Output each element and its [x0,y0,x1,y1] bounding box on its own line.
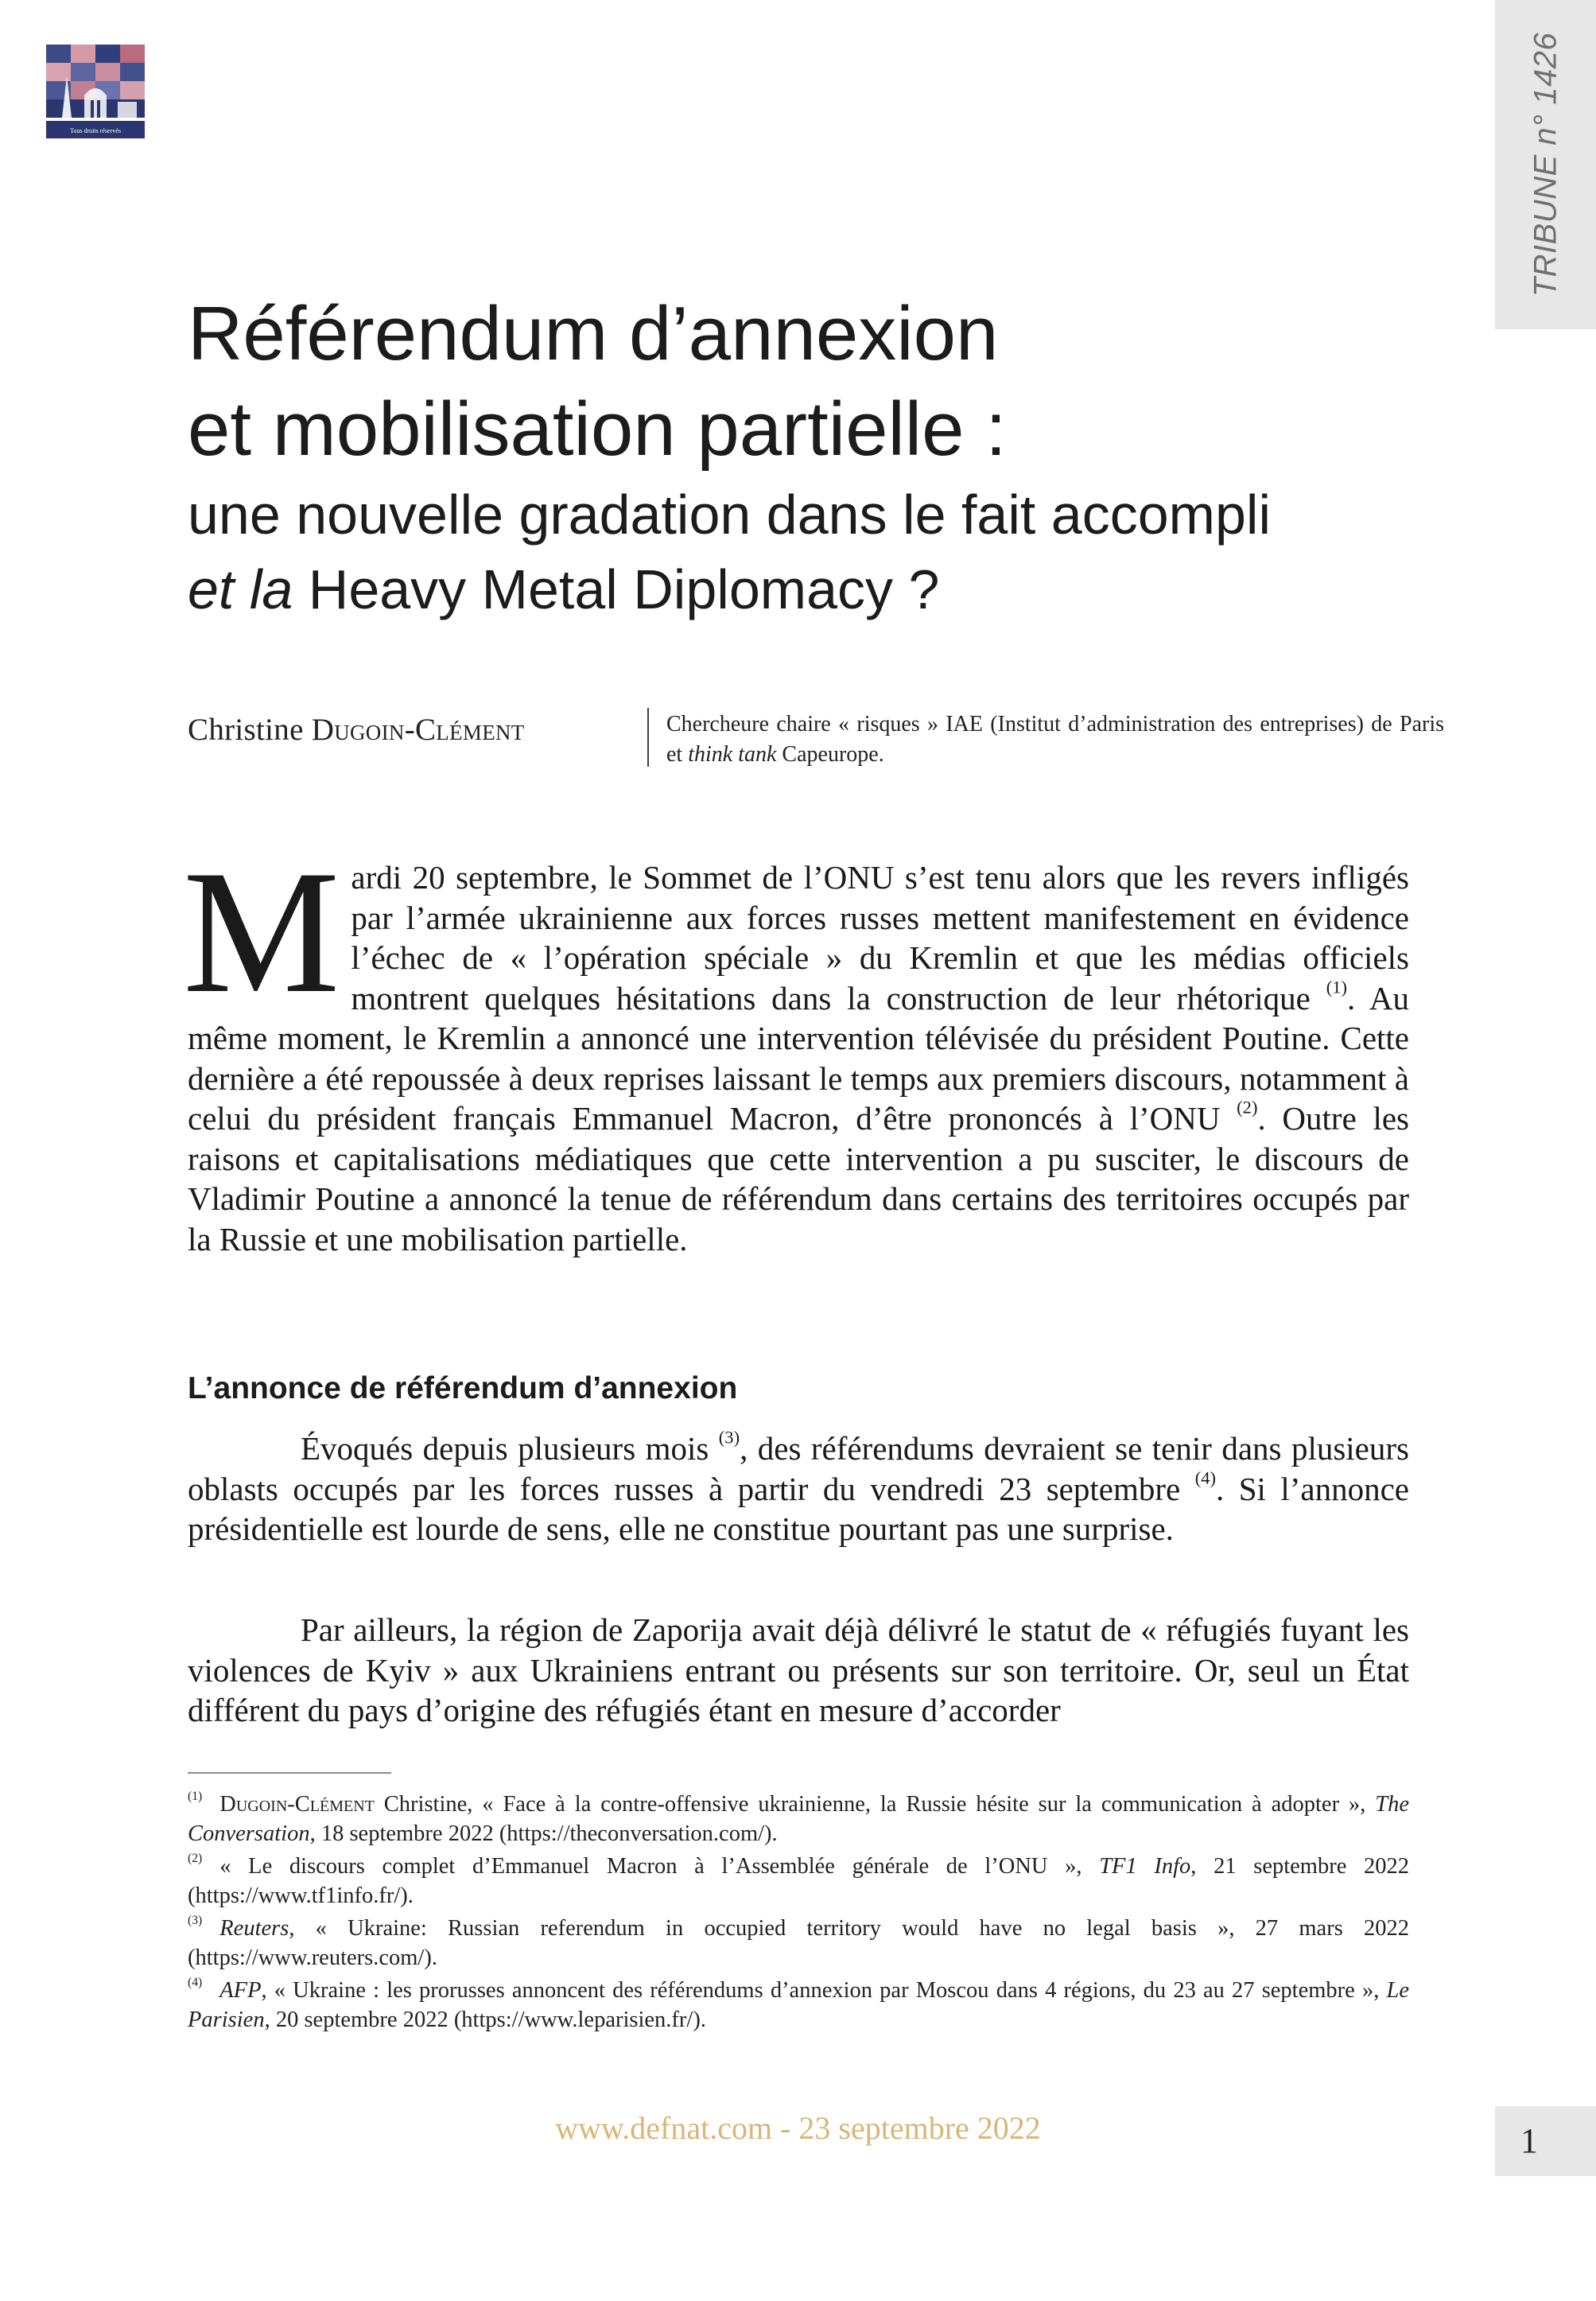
footnote-source: Reuters [219,1916,289,1941]
publication-logo [46,45,145,140]
footnote-number: (2) [188,1851,203,1865]
footnote-ref[interactable]: (4) [1194,1467,1216,1488]
body-paragraph: Par ailleurs, la région de Zaporija avait déjà délivré le statut de « réfugiés fuyant les violences de Kyiv » aux Ukrainiens entrant ou présents sur son territoire. Or, seul un État différent du pays d’origine des réfugiés étant en mesure d’accorder [188,1611,1409,1728]
footnote-text: « Le discours complet d’Emmanuel Macron à l’Assemblée générale de l’ONU », [219,1854,1100,1879]
paragraph-text: , des référendums devraient se tenir dans plusieurs oblasts occupés par les forces russes à partir du vendredi 23 septembre [188,1430,1409,1507]
footnote-text: , « Ukraine : les prorusses annoncent des référendums d’annexion par Moscou dans 4 régions, du 23 au 27 septembre », [261,1978,1387,2003]
page-number: 1 [1520,2121,1538,2160]
footnote-source: The Conversation [188,1792,1409,1846]
author-affiliation [666,709,1444,770]
footnote-item [188,1852,1409,1910]
footnote-author: Dugoin-Clément [219,1792,375,1817]
paragraph-text: . Si l’annonce présidentielle est lourde de sens, elle ne constitue pourtant pas une surprise. [188,1470,1409,1547]
tribune-tab [1495,0,1596,329]
footnote-text: Christine, « Face à la contre-offensive ukrainienne, la Russie hésite sur la communication à adopter », [374,1792,1376,1817]
paragraph-text: Évoqués depuis plusieurs mois [301,1430,719,1467]
footnote-number: (3) [188,1913,203,1927]
footnote-source: Le Parisien [188,1978,1409,2032]
subtitle-roman-part: Heavy Metal Diplomacy ? [308,558,940,620]
footnote-ref[interactable]: (3) [718,1427,740,1448]
affiliation-text-end: Capeurope. [776,742,884,767]
intro-text: . Outre les raisons et capitalisations médiatiques que cette intervention a pu susciter, le discours de Vladimir Poutine a annoncé la tenue de référendum dans certains des territoires occupés par la Russie et une mobilisation partielle. [188,1100,1409,1257]
logo-caption: Tous droits réservés [70,127,121,134]
footnote-number: (4) [188,1975,203,1989]
page-number-tab [1495,2106,1596,2176]
footnote-item [188,1790,1409,1848]
title-line-2: et mobilisation partielle : [188,387,1007,472]
footnote-number: (1) [188,1789,203,1803]
subtitle-line-2 [188,552,1428,627]
author-name [188,711,525,749]
drop-cap: M [183,834,340,1030]
affiliation-italic: think tank [688,742,777,767]
subtitle-line-1: une nouvelle gradation dans le fait accompli [188,484,1271,546]
subtitle-italic-part: et la [188,558,309,620]
affiliation-text: Chercheure chaire « risques » IAE (Institut d’administration des entreprises) de Paris et [666,712,1444,767]
footnote-text: , 18 septembre 2022 (https://theconversation.com/). [309,1821,778,1846]
footnote-ref[interactable]: (1) [1326,977,1348,997]
intro-text: ardi 20 septembre, le Sommet de l’ONU s’est tenu alors que les revers infligés par l’armée ukrainienne aux forces russes mettent manifestement en évidence l’échec de « l’opération spéciale » du Kremlin et que les médias officiels montrent quelques hésitations dans la construction de leur rhétorique [351,859,1409,1016]
footnote-text: , 20 septembre 2022 (https://www.leparisien.fr/). [264,2008,706,2032]
section-heading: L’annonce de référendum d’annexion [188,1371,738,1405]
footnote-source: AFP [219,1978,262,2003]
author-separator [647,708,649,767]
author-last-name: Dugoin-Clément [311,713,525,747]
footnote-source: TF1 Info [1099,1854,1191,1879]
author-first-name: Christine [188,713,312,747]
footnotes [188,1790,1409,2038]
footnote-item [188,1976,1409,2035]
tribune-number: TRIBUNE n° 1426 [1528,32,1563,297]
title-line-1: Référendum d’annexion [188,291,999,376]
footnote-ref[interactable]: (2) [1237,1097,1258,1117]
article-title [188,286,1428,627]
intro-text: . Au même moment, le Kremlin a annoncé une intervention télévisée du président Poutine. Cette dernière a été repoussée à deux reprises laissant le temps aux premiers discours, notamment à celui du président français Emmanuel Macron, d’être prononcés à l’ONU [188,979,1409,1137]
footnote-text: , « Ukraine: Russian referendum in occupied territory would have no legal basis », 27 mars 2022 (https://www.reuters.com/). [188,1916,1409,1970]
footnote-divider [188,1772,391,1774]
author-block [188,708,1444,767]
footer-url-date[interactable]: www.defnat.com - 23 septembre 2022 [555,2110,1041,2146]
body-paragraph [188,1428,1409,1549]
intro-paragraph [183,834,1409,1259]
footnote-item [188,1914,1409,1973]
footnote-text: , 21 septembre 2022 (https://www.tf1info.fr/). [188,1854,1410,1908]
